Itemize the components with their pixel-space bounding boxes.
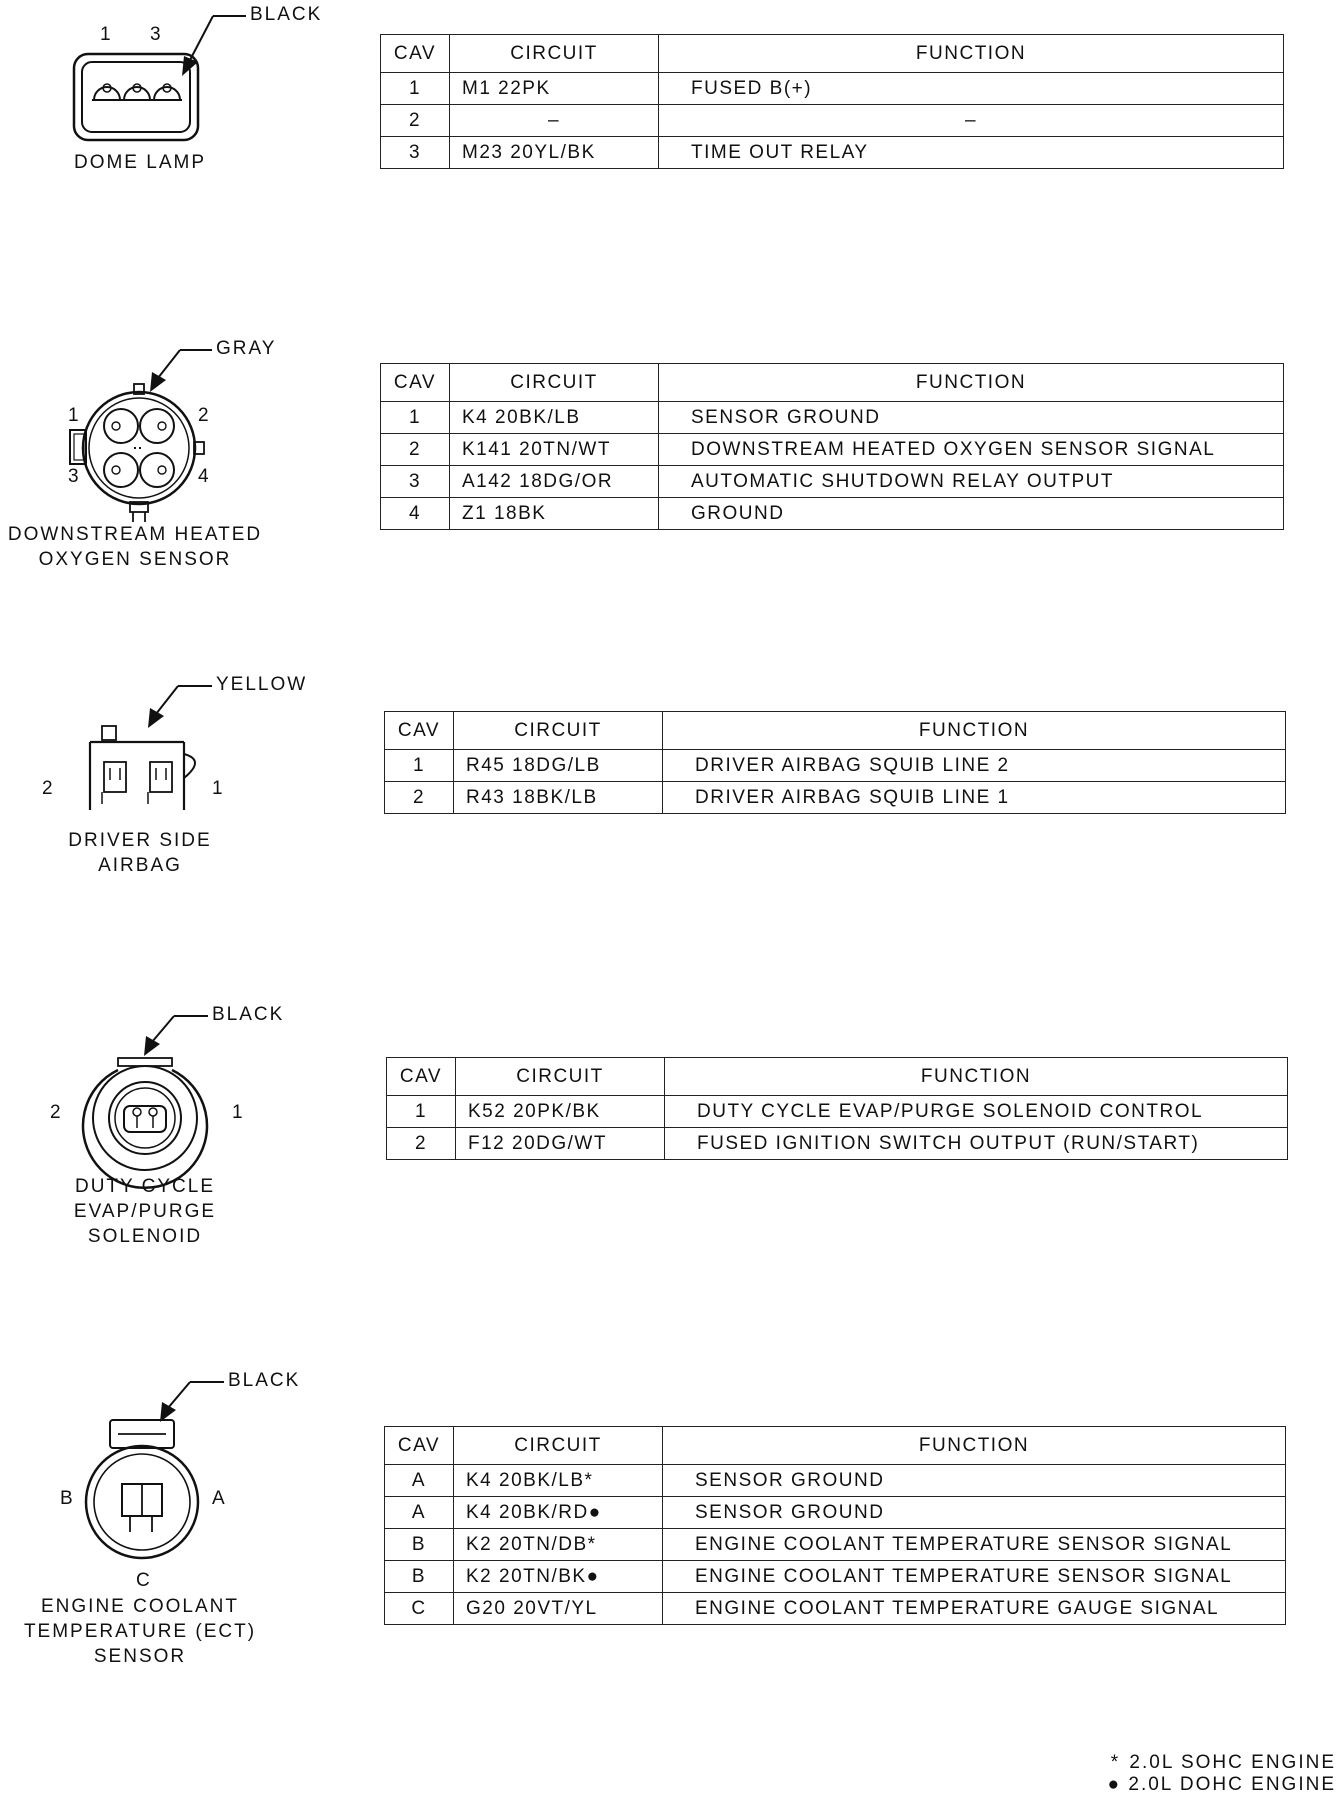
cav-cell: 4 <box>381 498 450 530</box>
function-cell: ENGINE COOLANT TEMPERATURE SENSOR SIGNAL <box>663 1529 1286 1561</box>
header-cav: CAV <box>385 1427 454 1465</box>
function-cell: SENSOR GROUND <box>663 1497 1286 1529</box>
header-cav: CAV <box>387 1058 456 1096</box>
connector-duty-cycle-evap-purge-solenoid <box>0 1000 340 1260</box>
dome-lamp-pin-label: 3 <box>150 24 163 45</box>
header-function: FUNCTION <box>663 712 1286 750</box>
table-row <box>381 105 1284 137</box>
cav-cell: A <box>385 1465 454 1497</box>
header-circuit: CIRCUIT <box>456 1058 665 1096</box>
function-cell: FUSED IGNITION SWITCH OUTPUT (RUN/START) <box>665 1128 1288 1160</box>
airbag-pinout-table <box>384 711 1286 814</box>
circuit-cell: R45 18DG/LB <box>454 750 663 782</box>
cav-cell: B <box>385 1561 454 1593</box>
connector-downstream-oxygen-sensor <box>0 330 340 580</box>
function-cell: AUTOMATIC SHUTDOWN RELAY OUTPUT <box>659 466 1284 498</box>
oxygen-sensor-pin-label: 2 <box>198 405 211 426</box>
function-cell: FUSED B(+) <box>659 73 1284 105</box>
circuit-cell: K2 20TN/DB* <box>454 1529 663 1561</box>
function-cell: TIME OUT RELAY <box>659 137 1284 169</box>
cav-cell: 1 <box>385 750 454 782</box>
circuit-cell: R43 18BK/LB <box>454 782 663 814</box>
ect-sensor-pinout-table <box>384 1426 1286 1625</box>
table-row <box>385 750 1286 782</box>
cav-cell: 2 <box>385 782 454 814</box>
cav-cell: B <box>385 1529 454 1561</box>
table-row <box>381 402 1284 434</box>
header-cav: CAV <box>381 35 450 73</box>
circuit-cell: K52 20PK/BK <box>456 1096 665 1128</box>
airbag-color-label: YELLOW <box>216 674 308 695</box>
table-row <box>381 498 1284 530</box>
circuit-cell: K2 20TN/BK● <box>454 1561 663 1593</box>
header-circuit: CIRCUIT <box>450 364 659 402</box>
cav-cell: 1 <box>387 1096 456 1128</box>
airbag-pin-label: 2 <box>42 778 55 799</box>
table-row <box>381 466 1284 498</box>
ect-sensor-name: ENGINE COOLANT TEMPERATURE (ECT) SENSOR <box>23 1596 257 1667</box>
circuit-cell: M1 22PK <box>450 73 659 105</box>
table-row <box>385 1561 1286 1593</box>
table-header-row <box>381 35 1284 73</box>
header-function: FUNCTION <box>659 364 1284 402</box>
table-header-row <box>387 1058 1288 1096</box>
function-cell: – <box>659 105 1284 137</box>
evap-purge-pinout-table <box>386 1057 1288 1160</box>
dome-lamp-name: DOME LAMP <box>73 152 207 173</box>
cav-cell: 3 <box>381 466 450 498</box>
evap-purge-pin-label: 1 <box>232 1102 245 1123</box>
function-cell: GROUND <box>659 498 1284 530</box>
header-cav: CAV <box>381 364 450 402</box>
circuit-cell: A142 18DG/OR <box>450 466 659 498</box>
oxygen-sensor-pin-label: 3 <box>68 466 81 487</box>
header-function: FUNCTION <box>663 1427 1286 1465</box>
connector-dome-lamp <box>0 0 340 200</box>
evap-purge-pin-label: 2 <box>50 1102 63 1123</box>
function-cell: ENGINE COOLANT TEMPERATURE GAUGE SIGNAL <box>663 1593 1286 1625</box>
table-row <box>387 1096 1288 1128</box>
ect-sensor-pin-label: C <box>136 1570 152 1591</box>
header-circuit: CIRCUIT <box>454 712 663 750</box>
function-cell: ENGINE COOLANT TEMPERATURE SENSOR SIGNAL <box>663 1561 1286 1593</box>
connector-ect-sensor <box>0 1366 340 1686</box>
ect-sensor-pin-label: A <box>212 1488 227 1509</box>
legend-asterisk-mark: * <box>1110 1752 1121 1773</box>
circuit-cell: G20 20VT/YL <box>454 1593 663 1625</box>
oxygen-sensor-name: DOWNSTREAM HEATED OXYGEN SENSOR <box>7 524 263 570</box>
ect-sensor-pin-label: B <box>60 1488 75 1509</box>
circuit-cell: – <box>450 105 659 137</box>
cav-cell: 2 <box>381 434 450 466</box>
oxygen-sensor-pin-label: 1 <box>68 405 81 426</box>
oxygen-sensor-color-label: GRAY <box>216 338 277 359</box>
table-row <box>381 434 1284 466</box>
legend-dot-mark: ● <box>1107 1774 1122 1795</box>
cav-cell: 1 <box>381 73 450 105</box>
table-row <box>385 1529 1286 1561</box>
dome-lamp-pinout-table <box>380 34 1284 169</box>
cav-cell: A <box>385 1497 454 1529</box>
table-header-row <box>385 712 1286 750</box>
table-row <box>385 1593 1286 1625</box>
function-cell: DOWNSTREAM HEATED OXYGEN SENSOR SIGNAL <box>659 434 1284 466</box>
airbag-pin-label: 1 <box>212 778 225 799</box>
table-row <box>381 137 1284 169</box>
cav-cell: 3 <box>381 137 450 169</box>
circuit-cell: K141 20TN/WT <box>450 434 659 466</box>
table-row <box>381 73 1284 105</box>
connector-driver-side-airbag <box>0 670 340 890</box>
circuit-cell: K4 20BK/LB* <box>454 1465 663 1497</box>
airbag-name: DRIVER SIDE AIRBAG <box>68 830 212 876</box>
evap-purge-color-label: BLACK <box>212 1004 285 1025</box>
function-cell: SENSOR GROUND <box>663 1465 1286 1497</box>
oxygen-sensor-pinout-table <box>380 363 1284 530</box>
table-row <box>385 1497 1286 1529</box>
circuit-cell: M23 20YL/BK <box>450 137 659 169</box>
legend-dohc <box>1100 1774 1336 1796</box>
ect-sensor-color-label: BLACK <box>228 1370 301 1391</box>
evap-purge-name: DUTY CYCLE EVAP/PURGE SOLENOID <box>73 1176 217 1247</box>
function-cell: DRIVER AIRBAG SQUIB LINE 2 <box>663 750 1286 782</box>
table-row <box>387 1128 1288 1160</box>
function-cell: SENSOR GROUND <box>659 402 1284 434</box>
function-cell: DUTY CYCLE EVAP/PURGE SOLENOID CONTROL <box>665 1096 1288 1128</box>
circuit-cell: F12 20DG/WT <box>456 1128 665 1160</box>
table-header-row <box>381 364 1284 402</box>
circuit-cell: K4 20BK/RD● <box>454 1497 663 1529</box>
legend-sohc <box>1101 1752 1336 1774</box>
cav-cell: 2 <box>381 105 450 137</box>
circuit-cell: K4 20BK/LB <box>450 402 659 434</box>
table-row <box>385 1465 1286 1497</box>
dome-lamp-color-label: BLACK <box>250 4 323 25</box>
header-function: FUNCTION <box>665 1058 1288 1096</box>
header-function: FUNCTION <box>659 35 1284 73</box>
cav-cell: C <box>385 1593 454 1625</box>
table-header-row <box>385 1427 1286 1465</box>
circuit-cell: Z1 18BK <box>450 498 659 530</box>
legend-text: 2.0L SOHC ENGINE <box>1129 1752 1336 1773</box>
oxygen-sensor-pin-label: 4 <box>198 466 211 487</box>
table-row <box>385 782 1286 814</box>
header-circuit: CIRCUIT <box>450 35 659 73</box>
cav-cell: 1 <box>381 402 450 434</box>
legend-text: 2.0L DOHC ENGINE <box>1128 1774 1336 1795</box>
function-cell: DRIVER AIRBAG SQUIB LINE 1 <box>663 782 1286 814</box>
header-circuit: CIRCUIT <box>454 1427 663 1465</box>
cav-cell: 2 <box>387 1128 456 1160</box>
header-cav: CAV <box>385 712 454 750</box>
dome-lamp-pin-label: 1 <box>100 24 113 45</box>
